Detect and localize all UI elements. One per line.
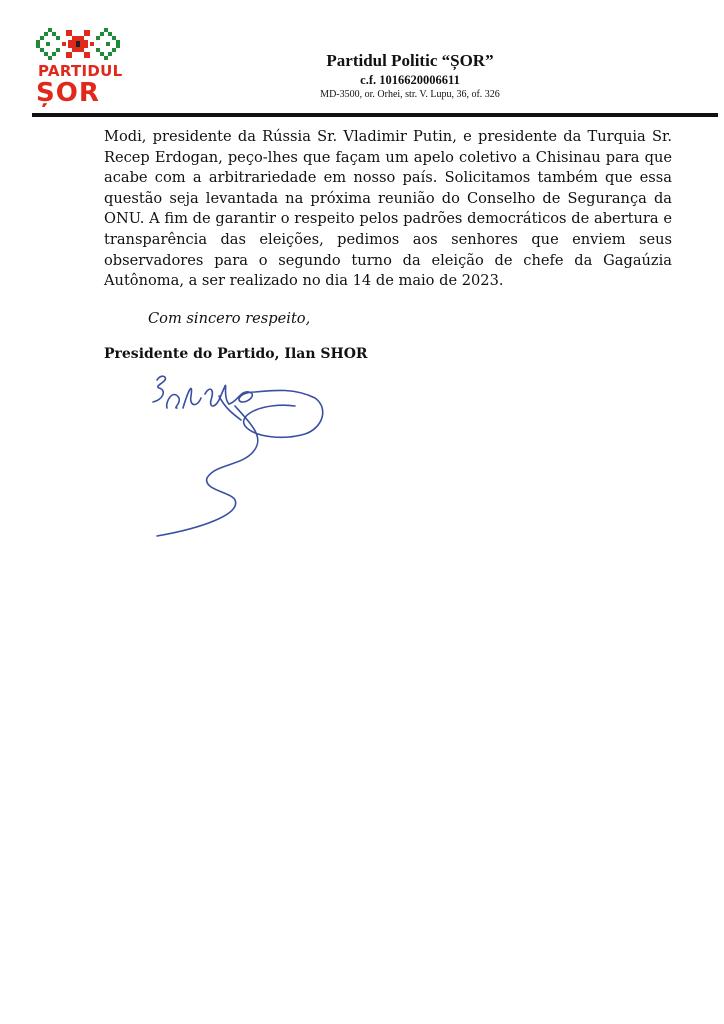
handwritten-signature-icon — [145, 368, 345, 548]
party-name: Partidul Politic “ȘOR” — [326, 51, 494, 70]
letter-body — [104, 127, 672, 292]
closing-salutation: Com sincero respeito, — [148, 310, 311, 327]
embroidery-ornament-icon — [36, 26, 120, 62]
body-paragraph: Modi, presidente da Rússia Sr. Vladimir Putin, e presidente da Turquia Sr. Recep Erdogan, peço-lhes que façam um apelo coletivo a Chisinau para que acabe com a arbitrariedade em nosso país. Solicitamos também que essa questão seja levantada na próxima reunião do Conselho de Segurança da ONU. A fim de garantir o respeito pelos padrões democráticos de abertura e transparência das eleições, pedimos aos senhores que enviem seus observadores para o segundo turno da eleição de chefe da Gagaúzia Autônoma, a ser realizado no dia 14 de maio de 2023. — [104, 128, 672, 290]
party-logo — [36, 26, 123, 112]
signer-line: Presidente do Partido, Ilan SHOR — [104, 346, 368, 362]
logo-text-sor: ȘOR — [36, 78, 100, 108]
header-divider — [32, 113, 718, 117]
party-address: MD-3500, or. Orhei, str. V. Lupu, 36, of. 326 — [320, 89, 500, 100]
fiscal-code: c.f. 1016620006611 — [360, 73, 460, 87]
logo-text-partidul: PARTIDUL — [38, 62, 123, 80]
letterhead — [300, 50, 520, 102]
